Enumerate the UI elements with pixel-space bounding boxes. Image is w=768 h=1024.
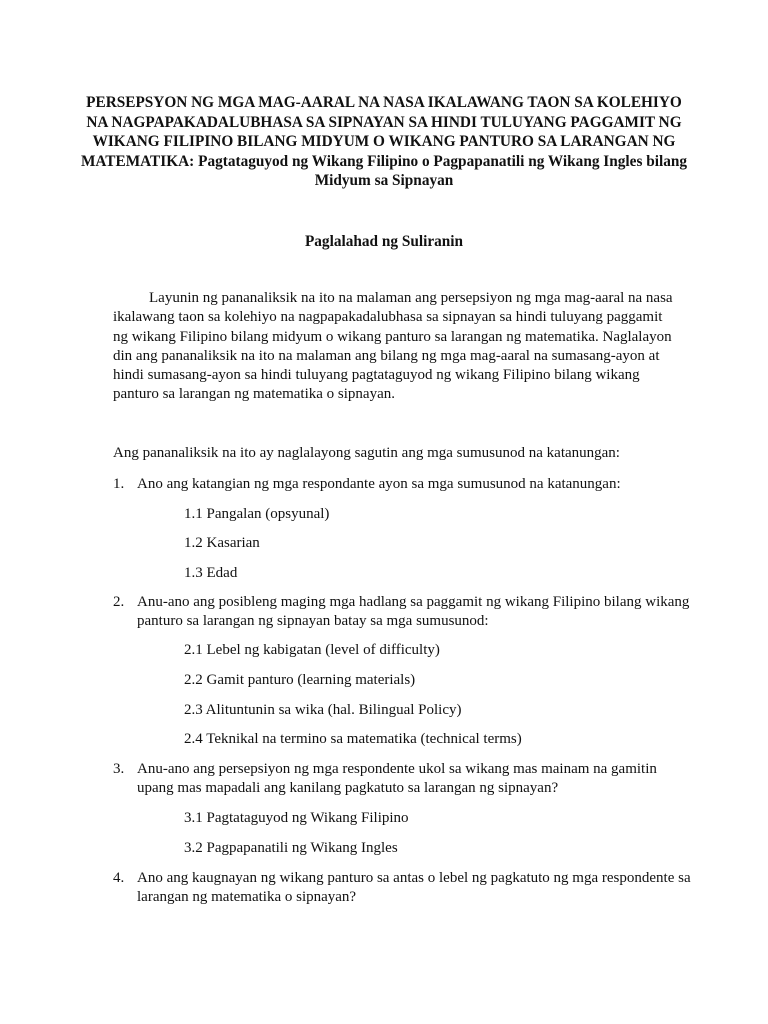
- subitem: 2.1 Lebel ng kabigatan (level of difficulty): [184, 642, 440, 658]
- question-number: 2.: [113, 594, 125, 610]
- subitem: 1.3 Edad: [184, 565, 238, 581]
- question-number: 3.: [113, 761, 125, 777]
- subitem: 3.1 Pagtataguyod ng Wikang Filipino: [184, 810, 409, 826]
- question-4: [113, 869, 693, 908]
- subitem: 2.3 Alituntunin sa wika (hal. Bilingual Policy): [184, 702, 462, 718]
- lead-sentence: Ang pananaliksik na ito ay naglalayong sagutin ang mga sumusunod na katanungan:: [113, 445, 620, 461]
- title-main: PERSEPSYON NG MGA MAG-AARAL NA NASA IKALAWANG TAON SA KOLEHIYO NA NAGPAPAKADALUBHASA SA SIPNAYAN SA HINDI TULUYANG PAGGAMIT NG WIKANG FILIPINO BILANG MIDYUM O WIKANG PANTURO SA LARANGAN NG MATEMATIKA:: [80, 94, 682, 170]
- intro-paragraph: Layunin ng pananaliksik na ito na malaman ang persepsiyon ng mga mag-aaral na nasa ikalawang taon sa kolehiyo na nagpapakadalubhasa sa sipnayan sa hindi tuluyang paggamit ng wikang Filipino bilang midyum o wikang panturo sa larangan ng matematika. Naglalayon din ang pananaliksik na ito na malaman ang bilang ng mga mag-aaral na sumasang-ayon at hindi sumasang-ayon sa hindi tuluyang pagtataguyod ng wikang Filipino bilang wikang panturo sa larangan ng matematika o sipnayan.: [113, 290, 673, 403]
- subitem: 3.2 Pagpapanatili ng Wikang Ingles: [184, 840, 398, 856]
- subitem: 1.1 Pangalan (opsyunal): [184, 506, 330, 522]
- question-1: [113, 475, 693, 494]
- question-text: Ano ang katangian ng mga respondante ayon sa mga sumusunod na katanungan:: [137, 476, 621, 492]
- question-text: Ano ang kaugnayan ng wikang panturo sa antas o lebel ng pagkatuto ng mga respondente sa larangan ng matematika o sipnayan?: [137, 870, 691, 906]
- question-number: 1.: [113, 476, 125, 492]
- title-subtitle: Pagtataguyod ng Wikang Filipino o Pagpapanatili ng Wikang Ingles bilang Midyum sa Sipnayan: [198, 152, 688, 189]
- subitem: 2.2 Gamit panturo (learning materials): [184, 672, 416, 688]
- question-2: [113, 593, 693, 632]
- question-text: Anu-ano ang posibleng maging mga hadlang sa paggamit ng wikang Filipino bilang wikang panturo sa larangan ng sipnayan batay sa mga sumusunod:: [137, 594, 690, 630]
- section-heading: Paglalahad ng Suliranin: [304, 233, 464, 250]
- subitem: 2.4 Teknikal na termino sa matematika (technical terms): [184, 731, 522, 747]
- question-3: [113, 760, 693, 799]
- question-number: 4.: [113, 870, 125, 886]
- subitem: 1.2 Kasarian: [184, 535, 260, 551]
- document-title: [80, 93, 688, 191]
- question-text: Anu-ano ang persepsiyon ng mga respondente ukol sa wikang mas mainam na gamitin upang mas mapadali ang kanilang pagkatuto sa larangan ng sipnayan?: [137, 761, 657, 797]
